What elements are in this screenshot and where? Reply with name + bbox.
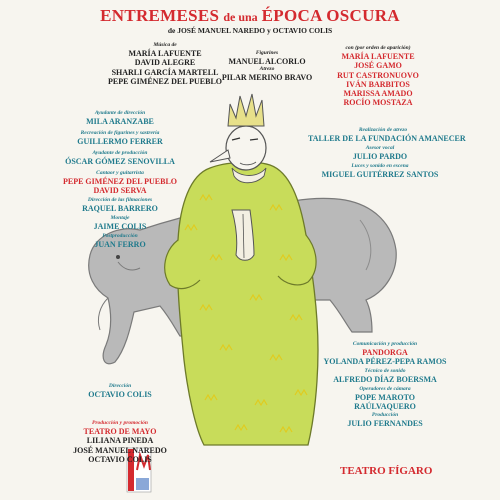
credit-name: LILIANA PINEDA	[86, 436, 154, 446]
credit-name: POPE MAROTO	[354, 393, 416, 403]
credit-label: Producción y promoción	[92, 420, 148, 426]
credit-label: Ayudante de producción	[92, 150, 148, 156]
credit-name: RUT CASTRONUOVO	[337, 70, 419, 80]
credit-operadores	[325, 386, 445, 412]
credit-name: JAIME COLIS	[93, 222, 147, 232]
credit-name: MIGUEL GUITÉRREZ SANTOS	[321, 170, 439, 180]
credit-name: PILAR MERINO BRAVO	[221, 73, 313, 83]
credit-label: Dirección de las filmaciones	[87, 197, 153, 203]
credit-asesor-vocal	[320, 145, 440, 161]
poster-subtitle: de JOSÉ MANUEL NAREDO y OCTAVIO COLIS	[167, 26, 333, 35]
credit-name: MARISSA AMADO	[343, 88, 413, 98]
credit-label: Ayudante de dirección	[94, 110, 146, 116]
credit-name: DAVID SERVA	[93, 186, 147, 196]
credit-label: Figurines	[255, 50, 279, 56]
credit-name: JUAN FERRO	[94, 240, 146, 250]
credit-direccion	[60, 383, 180, 399]
title-part1: ENTREMESES	[100, 6, 220, 25]
credit-name: SHARLI GARCÍA MARTELL	[111, 67, 219, 77]
credit-name: ÓSCAR GÓMEZ SENOVILLA	[65, 157, 175, 167]
credit-name: MARÍA LAFUENTE	[128, 49, 202, 59]
credit-label: Dirección	[108, 383, 132, 389]
credit-name: RAQUEL BARRERO	[82, 204, 158, 214]
credit-label: Realización de atrezo	[358, 127, 408, 133]
credit-postproduccion	[60, 233, 180, 249]
credit-name: TEATRO DE MAYO	[83, 427, 157, 437]
credit-comunicacion	[320, 341, 450, 367]
credit-name: JOSÉ MANUEL NAREDO	[73, 445, 167, 455]
credit-name: MANUEL ALCORLO	[228, 57, 306, 67]
credit-label: Comunicación y producción	[352, 341, 418, 347]
credit-label: Atrezo	[259, 66, 275, 73]
credit-name: JULIO FERNANDES	[347, 419, 423, 429]
credit-name: PEPE GIMÉNEZ DEL PUEBLO	[62, 177, 178, 187]
credit-name: PANDORGA	[362, 348, 408, 358]
credit-name: DAVID ALEGRE	[134, 58, 196, 68]
credit-name: RAÚLVAQUERO	[354, 402, 416, 412]
king-figure-illustration	[165, 94, 318, 445]
credit-promocion	[55, 420, 185, 464]
credit-name: PEPE GIMÉNEZ DEL PUEBLO	[107, 76, 223, 86]
credit-recreacion	[55, 130, 185, 146]
credit-label: Postproducción	[102, 233, 138, 239]
credit-produccion	[325, 412, 445, 428]
title-part2: de una	[223, 10, 258, 24]
credit-label: con (por orden de aparición)	[345, 45, 411, 51]
credit-label: Producción	[371, 412, 399, 418]
credit-name: MILA ARANZABE	[86, 117, 154, 127]
credit-luces	[310, 163, 450, 179]
credit-label: Luces y sonido en escena	[351, 163, 409, 169]
title-part3: ÉPOCA OSCURA	[261, 6, 400, 25]
credit-realizacion	[308, 127, 466, 144]
credit-tecnico-sonido	[320, 368, 450, 384]
credit-figurines	[212, 50, 322, 83]
credit-name: GUILLERMO FERRER	[77, 137, 163, 147]
credit-label: Asesor vocal	[365, 145, 395, 151]
credit-name: YOLANDA PÉREZ-PEPA RAMOS	[323, 357, 447, 367]
credit-name: MARÍA LAFUENTE	[341, 52, 415, 62]
credit-label: Cantaor y guitarrista	[96, 170, 144, 176]
credit-montaje	[60, 215, 180, 231]
credit-label: Recreación de figurines y sastrería	[80, 130, 160, 136]
credit-cantaor	[55, 170, 185, 196]
credit-label: Música de	[153, 42, 177, 48]
credit-direccion-filmaciones	[60, 197, 180, 213]
credit-label: Montaje	[110, 215, 130, 221]
credit-name: OCTAVIO COLIS	[88, 390, 152, 400]
venue-name: TEATRO FÍGARO	[340, 465, 433, 477]
credit-name: ROCÍO MOSTAZA	[343, 98, 413, 108]
poster-title	[0, 7, 500, 26]
credit-reparto	[318, 45, 438, 107]
credit-label: Técnico de sonido	[364, 368, 406, 374]
credit-name: JULIO PARDO	[352, 152, 408, 162]
credit-ayudante-direccion	[60, 110, 180, 126]
credit-label: Operadores de cámara	[359, 386, 411, 392]
credit-musica	[100, 42, 230, 86]
credit-ayudante-produccion	[60, 150, 180, 166]
credit-name: OCTAVIO COLIS	[88, 454, 152, 464]
credit-name: ALFREDO DÍAZ BOERSMA	[333, 375, 437, 385]
credit-name: JOSÉ GAMO	[354, 61, 402, 71]
credit-name: IVÁN BARBITOS	[346, 79, 410, 89]
credit-name: TALLER DE LA FUNDACIÓN AMANECER	[308, 134, 466, 144]
